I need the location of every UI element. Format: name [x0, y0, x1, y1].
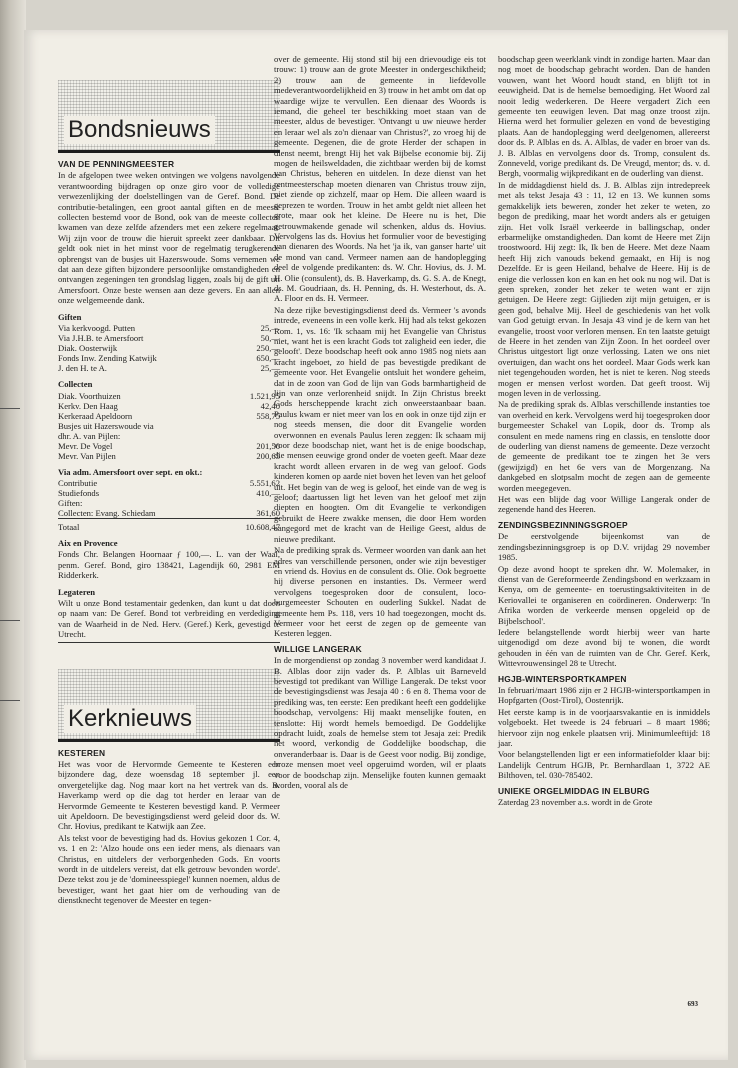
row-value: 25,—	[260, 323, 280, 334]
table-row	[58, 411, 280, 421]
paragraph: Het eerste kamp is in de voorjaarsvakantie en is inmiddels volgeboekt. Het tweede is 24 februari – 8 maart 1986; hiervoor zijn nog enkele plaatsen vrij. Minimumleeftijd: 18 jaar.	[498, 706, 710, 748]
row-label: Mevr. De Vogel	[58, 440, 113, 451]
column-3	[498, 54, 710, 808]
row-label: J. den H. te A.	[58, 363, 107, 374]
spine-mark	[0, 408, 20, 409]
giften-heading: Giften	[58, 311, 82, 322]
aix-heading: Aix en Provence	[58, 537, 118, 548]
row-value: 558,75	[256, 410, 280, 421]
paragraph: Fonds Chr. Belangen Hoornaar ƒ 100,—. L. van der Waal, penm. Geref. Bond, giro 138421, Lagendijk 60, 2981 EM Ridderkerk.	[58, 549, 280, 581]
table-row	[58, 431, 280, 441]
row-value: 200,65	[256, 450, 280, 461]
table-row	[58, 451, 280, 461]
row-value: 50,—	[260, 333, 280, 344]
table-row	[58, 478, 280, 488]
section-heading: WILLIGE LANGERAK	[274, 643, 362, 654]
paragraph: Na de prediking sprak ds. Vermeer woorden van dank aan het adres van verschillende personen, onder wie zijn bevestiger en vriend ds. Hovius en de consulent ds. Olie. Ook begroette hij diverse personen en instanties. Ds. Vermeer werd vervolgens toegesproken door de consulent, loco-burgemeester Schouten en ouderling Sukkel. Nadat de gemeente hem Ps. 118, vers 10 had toegezongen, mocht ds. Vermeer voor het eerst de zegen op de gemeente van Kesteren leggen.	[274, 545, 486, 639]
row-value: 410,—	[256, 487, 280, 498]
bondsnieuws-banner	[58, 80, 280, 153]
row-label: Kerkv. Den Haag	[58, 400, 118, 411]
table-row	[58, 401, 280, 411]
row-value	[227, 431, 280, 441]
magazine-page	[24, 30, 728, 1060]
table-row	[58, 441, 280, 451]
paragraph: over de gemeente. Hij stond stil bij een drievoudige eis tot trouw: 1) trouw aan de grote Meester in ondergeschiktheid; 2) trouw aan de gemeente in liefdevolle medeverantwoordelijkheid en 3) trouw in het ambt om dat op waardige wijze te vervullen. Een dienaar des Woords is iemand, die geheel ter beschikking moet staan van de meester, aldus de bevestiger. 'Ontvangt u uw nieuwe herder en leraar wel als zo'n dienaar van Christus?', zo vroeg hij de gemeente. Degenen, die de grote Herder der schapen in dienst neemt, brengt Hij het vak Bijbelse economie bij. Zij mogen de heilsweldaden, die zichtbaar werden bij de komst van Christus, beheren en uitdelen. In deze dienst van het rentmeesterschap moeten dienaren van Christus trouw zijn, niet ziende op zichzelf, maar op Hem. Die alleen waard is geprezen te worden. Trouw in het ambt geldt niet alleen het grote, maar ook het kleine. De Heere nu is het, Die getrouwmakende genade wil schenken, aldus ds. Hovius. Vervolgens las ds. Hovius het formulier voor de bevestiging van dienaren des Woords. Na het 'ja ik, van ganser harte' uit de mond van cand. Vermeer namen aan de handoplegging deel de volgende predikanten: ds. W. Chr. Hovius, ds. J. M. H. Olie (consulent), ds. B. Haverkamp, ds. G. S. A. de Knegt, ds. M. Goudriaan, ds. H. Penning, ds. H. Westerhout, ds. A. A. Floor en ds. H. Vermeer.	[274, 54, 486, 304]
row-label: Fonds Inw. Zending Katwijk	[58, 353, 157, 364]
adm-heading: Via adm. Amersfoort over sept. en okt.:	[58, 466, 203, 477]
bondsnieuws-title: Bondsnieuws	[64, 116, 215, 144]
row-label: Diak. Oosterwijk	[58, 343, 118, 354]
section-heading: UNIEKE ORGELMIDDAG IN ELBURG	[498, 785, 650, 796]
row-value: 1.521,95	[249, 390, 280, 401]
paragraph: Het was een blijde dag voor Willige Langerak onder de zegenende hand des Heeren.	[498, 494, 710, 515]
paragraph: Na deze rijke bevestigingsdienst deed ds. Vermeer 's avonds intrede, eveneens in een volle kerk. Hij had als tekst gekozen Rom. 1, vs. 16: 'Ik schaam mij het Evangelie van Christus niet, want het is een kracht Gods tot zaligheid een ieder, die gelooft'. Deze boodschap heeft ook anno 1985 nog niets aan kracht ingeboet, zo hield de pas bevestigde predikant de gemeente voor. Het Evangelie ontsluit het wondere geheim, dat in de zoon van God de lijn van Gods barmhartigheid de lijn van onze verlorenheid snijdt. In Zijn Christus breekt Gods herscheppende kracht zich onweerstaanbaar baan. Paulus kwam er niet meer van los en ook in onze tijd zijn er nog steeds mensen, die door dit Evangelie worden overwonnen en evenals Paulus leren zeggen: Ik schaam mij voor deze boodschap niet, want het is de enige boodschap, die mensen eeuwige grond onder de voeten geeft. Maar deze kracht wordt alleen ervaren in de weg van geloof. Gods kinderen komen op aarde niet boven het leven van het geloof uit. Het begin van de weg is geloof, het einde van de weg is geloof; daartussen ligt het leven van het geloof met zijn diepten en hoogten. Om dit Evangelie te verkondigen gebruikt de Heere zwakke mensen, die door Hem worden aangegord met de kracht van de Heilige Geest, aldus de nieuwe predikant.	[274, 304, 486, 544]
adm-table	[58, 478, 280, 532]
paragraph: Iedere belangstellende wordt hierbij weer van harte uitgenodigd om deze avond bij te wonen, die wordt gehouden in één van de ruimten van de Chr. Geref. Kerk, Wittevrouwensingel 28 te Utrecht.	[498, 626, 710, 669]
table-row	[58, 333, 280, 343]
paragraph: Het was voor de Hervormde Gemeente te Kesteren een bijzondere dag, deze woensdag 18 september jl. een onvergetelijke dag. Nog maar kort na het vertrek van ds. B. Haverkamp werd op die dag tot herder en leraar van de Hervormde Gemeente te Kesteren bevestigd kand. P. Vermeer uit Apeldoorn. De bevestigingsdienst werd geleid door ds. W. Chr. Hovius, predikant te Katwijk aan Zee.	[58, 758, 280, 832]
row-label: Mevr. Van Pijlen	[58, 450, 116, 461]
collecten-heading: Collecten	[58, 379, 93, 390]
table-row	[58, 343, 280, 353]
section-heading: HGJB-WINTERSPORTKAMPEN	[498, 673, 627, 684]
row-label: Via kerkvoogd. Putten	[58, 323, 136, 334]
row-value: 250,—	[256, 343, 280, 354]
paragraph: In de middagdienst hield ds. J. B. Alblas zijn intredepreek met als tekst Jesaja 43 : 11, 12 en 13. We kunnen soms gemakkelijk iets beweren, zonder het zeker te weten, zo begon de prediking, maar het wordt anders als er getuigen zijn. Het volk Israël verkeerde in ballingschap, onder erbarmelijke omstandigheden. Dan komt de Heere met Zijn troostwoord. Hij zegt: Ik, Ik ben de Heere. Met deze Naam heeft Hij zich vanouds bekend gemaakt, en Hij is nog Dezelfde. Er is geen Heiland, behalve de Heere. Hij is de enige die verlossen kon en kan en het ook nu nog wil. Dat is geen spreken, zonder het zeker te weten want er zijn getuigen. De Heere zegt: Gijlieden zijt mijn getuigen, er is geen god, behalve Mij. Heel de geschiedenis van het volk van God getuigt ervan. In Jesaja 43 vind je de kern van het evangelie, troost voor verloren mensen. En ten laatste getuigt de Heere in het zenden van Zijn Zoon. In het oordeel over Christus uitgestort ligt onze verlossing. Laten we ons niet overtuigen, dan wacht ons het oordeel. Maar Gods werk kan niet tegengehouden worden, het is niet te keren. Nog steeds mogen er mensen verlost worden. Dat geeft troost. Wij mogen leven in de verlossing.	[498, 179, 710, 398]
row-label: Contributie	[58, 477, 98, 488]
paragraph: Voor belangstellenden ligt er een informatiefolder klaar bij: Landelijk Centrum HGJB, Pr. Bernhardlaan 1, 3722 AE Bilthoven, tel. 030-785402.	[498, 749, 710, 781]
table-row	[58, 323, 280, 333]
row-label: Diak. Voorthuizen	[58, 390, 121, 401]
row-value: 361,60	[256, 507, 280, 518]
giften-table	[58, 323, 280, 373]
binding-spine	[0, 0, 26, 1068]
table-row	[58, 391, 280, 401]
collecten-table	[58, 391, 280, 461]
row-label: Via J.H.B. te Amersfoort	[58, 333, 144, 344]
table-row	[58, 498, 280, 508]
total-value: 10.608,47	[222, 518, 280, 532]
paragraph: Zaterdag 23 november a.s. wordt in de Grote	[498, 797, 653, 808]
spine-mark	[0, 620, 20, 621]
row-label: Kerkeraad Apeldoorn	[58, 410, 133, 421]
row-value: 201,50	[256, 440, 280, 451]
kerknieuws-title: Kerknieuws	[64, 705, 196, 733]
section-heading: VAN DE PENNINGMEESTER	[58, 159, 175, 169]
total-row	[58, 518, 280, 532]
paragraph: Na de prediking sprak ds. Alblas verschillende instanties toe van overheid en kerk. Vervolgens werd hij toegesproken door burgemeester Schakel van Lopik, door ds. Tromp als consulent en mede namens ring en classis, en tenslotte door de ouderling van dienst namens de gemeente. Deze verzocht de gemeente de predikant toe te zingen het 3e vers (gewijzigd) en het 6e vers van de Morgenzang. Na dankgebed en slotpsalm mocht de zegen aan de gemeente worden meegegeven.	[498, 399, 710, 493]
row-label: Giften:	[58, 497, 83, 508]
row-label: Collecten: Evang. Schiedam	[58, 507, 156, 518]
paragraph: De eerstvolgende bijeenkomst van de zendingsbezinningsgroep is op D.V. vrijdag 29 november 1985.	[498, 531, 710, 563]
total-label: Totaal	[58, 518, 222, 532]
page-number: 693	[687, 1000, 698, 1008]
row-label: dhr. A. van Pijlen:	[58, 430, 121, 441]
paragraph: boodschap geen weerklank vindt in zondige harten. Maar dan nog moet de boodschap gebracht worden. Dan de handen vouwen, want het Woord houdt stand, en blijft tot in eeuwigheid. Dat is de hemelse bemoediging. Het Woord zal nooit ledig wederkeren. De Heere vergadert Zich een gemeente ten eeuwigen leven. Dat mag onze troost zijn. Hierna werd het formulier gelezen en vond de bevestiging plaats. Aan de handoplegging werd deelgenomen, allereerst door ds. P. Alblas en ds. A. Alblas, de vader en broer van ds. J. B. Alblas en vervolgens door ds. Tromp, consulent ds. Zonneveld, vorige predikant ds. De Vreugd, mentor; ds. v. d. Bergh, voormalig wijkpredikant en de ouderling van dienst.	[498, 54, 710, 179]
paragraph: In de afgelopen twee weken ontvingen we volgens navolgende verantwoording bijdragen op onze giro voor de volledige verwezenlijking der doelstellingen van de Geref. Bond. De contributie-betalingen, een groot aantal giften en de meeste collecten bestemd voor de Bond, ook van de meeste collecten kwamen van deze zelfde afzenders met een zekere regelmaat. Wij zijn voor de trouw die hieruit spreekt zeer dankbaar. Dit geldt ook niet in het minst voor de regelmatig terugkerende opbrengst van de busjes uit Hazerswoude. Soms vernemen we dat aan deze giften bijzondere persoonlijke omstandigheden en ontvangen zegeningen ten grondslag liggen, zoals bij de gift uit Amersfoort. Onze beste wensen aan deze gevers. En aan allen onze welgemeende dank.	[58, 170, 280, 306]
paragraph: Als tekst voor de bevestiging had ds. Hovius gekozen 1 Cor. 4, vs. 1 en 2: 'Alzo houde ons een ieder mens, als dienaars van Christus, en uitdelers der verborgenheden Gods. En voorts wordt in de uitdelers vereist, dat elk getrouw bevonden worde'. Deze tekst zou je de 'domineesspiegel' kunnen noemen, aldus de bevestiger, want het gaat hier om de verhouding van de dienstknecht tegenover de Meester en tegen-	[58, 832, 280, 906]
paragraph: Op deze avond hoopt te spreken dhr. W. Molemaker, in dienst van de Gereformeerde Zendingsbond en werkzaam in Kenya, om de gemeente- en toerustingsaktiviteiten in de Keriovallei te organiseren en coördineren. Onderwerp: 'In Afrika worden de verkeerde mensen opgeleid op de Bijbelschool'.	[498, 563, 710, 626]
paragraph: In de morgendienst op zondag 3 november werd kandidaat J. B. Alblas door zijn vader ds. P. Alblas uit Barneveld bevestigd tot predikant van Willige Langerak. De tekst voor de bevestigingsdienst was Jesaja 40 : 6 en 8. Thema voor de prediking was, ten eerste: Een predikant heeft een goddelijke boodschap, vervolgens: Hij maakt menselijke fouten, en tenslotte: Hij wordt hemels bemoedigd. De Goddelijke opdracht luidt, zoals de hemelse stem tot Jesaja zei: Predik het woord, verkondig de Goddelijke boodschap, die onveranderbaar is. Daar is de Geest voor nodig. Bij zondige, broze mensen moet veel opgeruimd worden, wil er plaats voor de boodschap zijn. Menselijke fouten kunnen gemaakt worden, vooral als de	[274, 655, 486, 791]
row-value	[222, 498, 280, 508]
kerknieuws-banner	[58, 669, 280, 742]
table-row	[58, 488, 280, 498]
table-row	[58, 353, 280, 363]
row-value: 5.551,62	[249, 477, 280, 488]
table-row	[58, 363, 280, 373]
section-heading: KESTEREN	[58, 747, 106, 758]
spine-mark	[0, 700, 20, 701]
paragraph: In februari/maart 1986 zijn er 2 HGJB-wintersportkampen in Hopfgarten (Oost-Tirol), Oostenrijk.	[498, 684, 710, 706]
row-value	[227, 421, 280, 431]
column-1	[58, 80, 280, 907]
column-2	[274, 54, 486, 791]
row-value: 42,40	[260, 400, 280, 411]
paragraph: Wilt u onze Bond testamentair gedenken, dan kunt u dat doen op naam van: De Geref. Bond tot verbreiding en verdediging van de Waarheid in de Ned. Herv. (Geref.) Kerk, gevestigd te Utrecht.	[58, 598, 280, 643]
row-label: Busjes uit Hazerswoude via	[58, 420, 154, 431]
row-value: 650,—	[256, 353, 280, 364]
row-label: Studiefonds	[58, 487, 100, 498]
row-value: 25,—	[260, 363, 280, 374]
legateren-heading: Legateren	[58, 586, 96, 597]
table-row	[58, 421, 280, 431]
table-row	[58, 508, 280, 519]
section-heading: ZENDINGSBEZINNINGSGROEP	[498, 519, 628, 530]
